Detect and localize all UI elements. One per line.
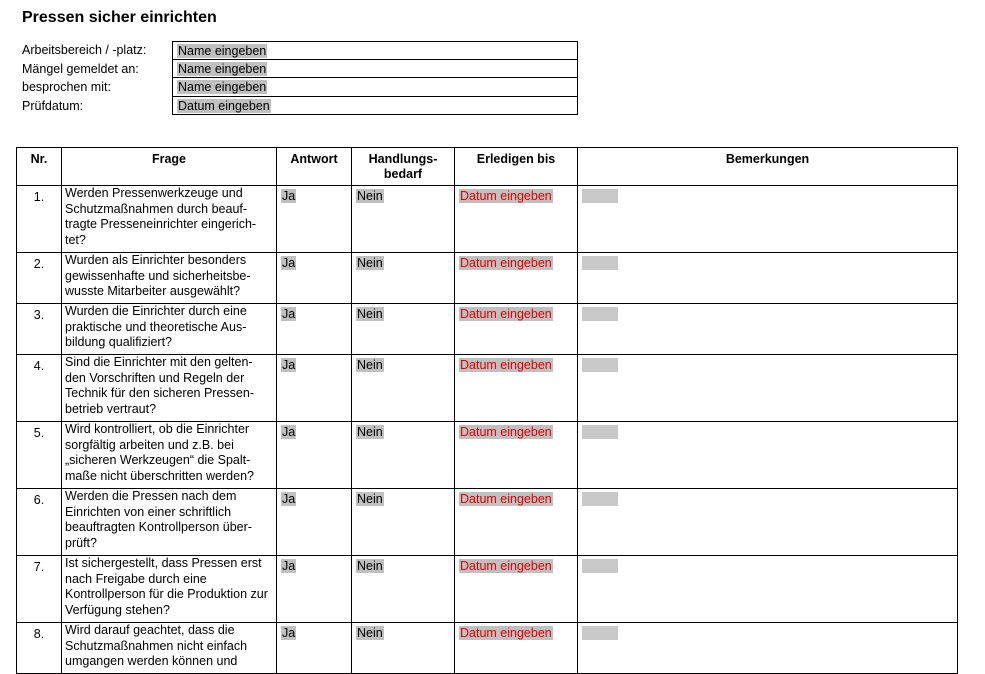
row-number: 1.: [17, 186, 62, 253]
table-row: [17, 355, 958, 422]
remarks-field[interactable]: [582, 559, 618, 573]
question-text: Wird darauf geachtet, dass die Schutzmaßnahmen nicht einfach umgangen werden können und: [62, 623, 277, 674]
due-date-field[interactable]: Datum eingeben: [460, 358, 552, 372]
action-needed-dropdown[interactable]: Nein: [357, 189, 383, 203]
header-handlungsbedarf: Handlungs- bedarf: [352, 148, 455, 186]
remarks-field[interactable]: [582, 626, 618, 640]
due-date-cell[interactable]: [455, 186, 578, 253]
answer-dropdown[interactable]: Ja: [282, 559, 296, 573]
row-number: 8.: [17, 623, 62, 674]
question-text: Wurden die Einrichter durch eine praktische und theoretische Aus-bildung qualifiziert?: [62, 304, 277, 355]
maengel-label: Mängel gemeldet an:: [22, 61, 139, 76]
action-needed-dropdown[interactable]: Nein: [357, 492, 383, 506]
answer-dropdown[interactable]: Ja: [282, 626, 296, 640]
action-needed-dropdown[interactable]: Nein: [357, 358, 383, 372]
due-date-cell[interactable]: [455, 253, 578, 304]
arbeitsbereich-label: Arbeitsbereich / -platz:: [22, 43, 147, 57]
action-needed-cell[interactable]: [352, 253, 455, 304]
question-text: Wird kontrolliert, ob die Einrichter sorgfältig arbeiten und z.B. bei „sicheren Werkzeugen“ die Spalt-maße nicht überschritten werden?: [62, 422, 277, 489]
answer-cell[interactable]: [277, 489, 352, 556]
row-number: 4.: [17, 355, 62, 422]
header-antwort: Antwort: [277, 148, 352, 186]
due-date-field[interactable]: Datum eingeben: [460, 256, 552, 270]
action-needed-cell[interactable]: [352, 304, 455, 355]
remarks-field[interactable]: [582, 189, 618, 203]
question-text: Werden Pressenwerkzeuge und Schutzmaßnahmen durch beauf-tragte Presseneinrichter eingerich-tet?: [62, 186, 277, 253]
answer-dropdown[interactable]: Ja: [282, 256, 296, 270]
answer-cell[interactable]: [277, 422, 352, 489]
remarks-cell[interactable]: [578, 422, 958, 489]
besprochen-label: besprochen mit:: [22, 80, 111, 94]
maengel-placeholder[interactable]: Name eingeben: [178, 61, 267, 76]
arbeitsbereich-field[interactable]: [172, 41, 578, 60]
answer-cell[interactable]: [277, 253, 352, 304]
answer-dropdown[interactable]: Ja: [282, 492, 296, 506]
table-row: [17, 489, 958, 556]
remarks-cell[interactable]: [578, 355, 958, 422]
row-number: 7.: [17, 556, 62, 623]
due-date-cell[interactable]: [455, 489, 578, 556]
table-row: [17, 186, 958, 253]
remarks-field[interactable]: [582, 307, 618, 321]
action-needed-dropdown[interactable]: Nein: [357, 559, 383, 573]
row-number: 5.: [17, 422, 62, 489]
answer-dropdown[interactable]: Ja: [282, 425, 296, 439]
question-text: Ist sichergestellt, dass Pressen erst nach Freigabe durch eine Kontrollperson für die Produktion zur Verfügung stehen?: [62, 556, 277, 623]
arbeitsbereich-placeholder[interactable]: Name eingeben: [178, 44, 267, 58]
action-needed-dropdown[interactable]: Nein: [357, 626, 383, 640]
action-needed-cell[interactable]: [352, 623, 455, 674]
meta-row-besprochen: [22, 78, 582, 97]
remarks-cell[interactable]: [578, 304, 958, 355]
action-needed-cell[interactable]: [352, 355, 455, 422]
action-needed-dropdown[interactable]: Nein: [357, 256, 383, 270]
header-bemerkungen: Bemerkungen: [578, 148, 958, 186]
table-header-row: [17, 148, 958, 186]
page-title: Pressen sicher einrichten: [22, 9, 217, 26]
table-row: [17, 304, 958, 355]
action-needed-cell[interactable]: [352, 422, 455, 489]
question-text: Sind die Einrichter mit den gelten-den Vorschriften und Regeln der Technik für den sicheren Pressen-betrieb vertraut?: [62, 355, 277, 422]
table-row: [17, 422, 958, 489]
row-number: 2.: [17, 253, 62, 304]
due-date-field[interactable]: Datum eingeben: [460, 307, 552, 321]
table-row: [17, 253, 958, 304]
answer-cell[interactable]: [277, 355, 352, 422]
remarks-field[interactable]: [582, 492, 618, 506]
remarks-cell[interactable]: [578, 253, 958, 304]
header-nr: Nr.: [17, 148, 62, 186]
action-needed-dropdown[interactable]: Nein: [357, 425, 383, 439]
remarks-cell[interactable]: [578, 623, 958, 674]
answer-cell[interactable]: [277, 623, 352, 674]
table-row: [17, 623, 958, 674]
answer-cell[interactable]: [277, 304, 352, 355]
pruefdatum-label: Prüfdatum:: [22, 98, 84, 113]
pruefdatum-field[interactable]: [172, 97, 578, 116]
due-date-field[interactable]: Datum eingeben: [460, 559, 552, 573]
action-needed-cell[interactable]: [352, 186, 455, 253]
row-number: 6.: [17, 489, 62, 556]
remarks-cell[interactable]: [578, 556, 958, 623]
besprochen-field[interactable]: [172, 78, 578, 97]
action-needed-cell[interactable]: [352, 489, 455, 556]
header-erledigen-bis: Erledigen bis: [455, 148, 578, 186]
due-date-cell[interactable]: [455, 355, 578, 422]
action-needed-dropdown[interactable]: Nein: [357, 307, 383, 321]
answer-dropdown[interactable]: Ja: [282, 189, 296, 203]
meta-row-maengel: [22, 60, 582, 79]
due-date-cell[interactable]: [455, 422, 578, 489]
remarks-cell[interactable]: [578, 186, 958, 253]
remarks-field[interactable]: [582, 425, 618, 439]
due-date-field[interactable]: Datum eingeben: [460, 189, 552, 203]
row-number: 3.: [17, 304, 62, 355]
due-date-field[interactable]: Datum eingeben: [460, 492, 552, 506]
header-frage: Frage: [62, 148, 277, 186]
remarks-cell[interactable]: [578, 489, 958, 556]
remarks-field[interactable]: [582, 358, 618, 372]
header-fields: [22, 41, 582, 115]
answer-dropdown[interactable]: Ja: [282, 307, 296, 321]
due-date-cell[interactable]: [455, 556, 578, 623]
meta-row-pruefdatum: [22, 97, 582, 116]
due-date-field[interactable]: Datum eingeben: [460, 626, 552, 640]
answer-dropdown[interactable]: Ja: [282, 358, 296, 372]
maengel-field[interactable]: [172, 60, 578, 79]
pruefdatum-placeholder[interactable]: Datum eingeben: [178, 98, 270, 113]
due-date-field[interactable]: Datum eingeben: [460, 425, 552, 439]
besprochen-placeholder[interactable]: Name eingeben: [178, 80, 267, 94]
remarks-field[interactable]: [582, 256, 618, 270]
due-date-cell[interactable]: [455, 304, 578, 355]
due-date-cell[interactable]: [455, 623, 578, 674]
question-text: Werden die Pressen nach dem Einrichten von einer schriftlich beauftragten Kontrollperson über-prüft?: [62, 489, 277, 556]
checklist-table: [16, 147, 958, 674]
answer-cell[interactable]: [277, 556, 352, 623]
answer-cell[interactable]: [277, 186, 352, 253]
action-needed-cell[interactable]: [352, 556, 455, 623]
meta-row-arbeitsbereich: [22, 41, 582, 60]
table-row: [17, 556, 958, 623]
question-text: Wurden als Einrichter besonders gewissenhafte und sicherheitsbe-wusste Mitarbeiter ausgewählt?: [62, 253, 277, 304]
